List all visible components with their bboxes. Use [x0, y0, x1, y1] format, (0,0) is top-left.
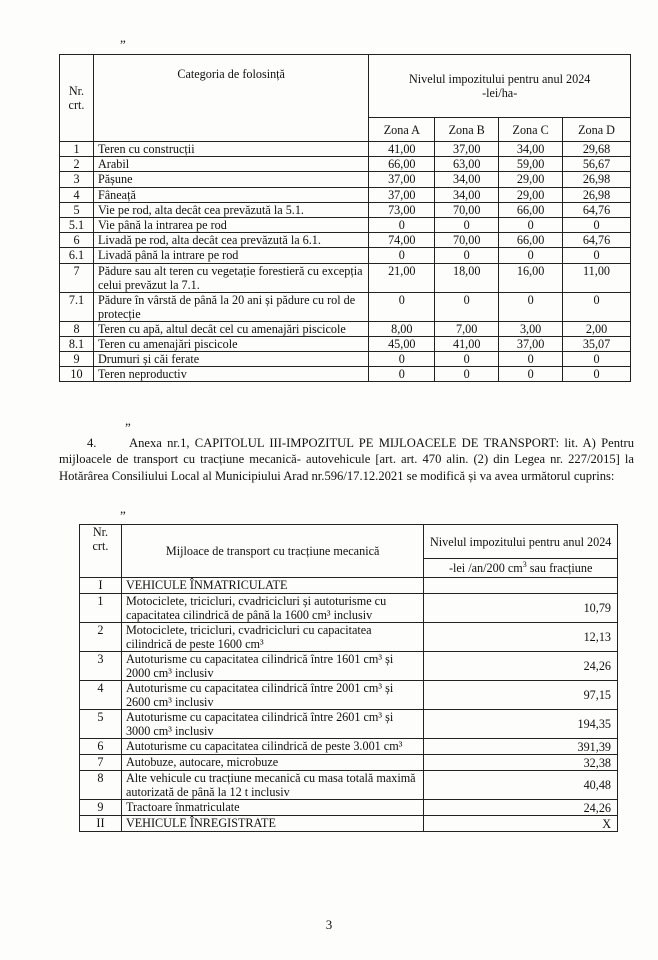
header-unit: [424, 559, 618, 578]
table-row: [80, 755, 618, 771]
row-zone-a: 41,00: [369, 142, 435, 157]
row-zone-d: 64,76: [563, 202, 631, 217]
row-zone-a: 0: [369, 367, 435, 382]
row-nr: II: [80, 816, 122, 832]
vehicle-tax-rows: [80, 578, 618, 832]
row-description: Autoturisme cu capacitatea cilindrică de peste 3.001 cm³: [121, 739, 423, 755]
row-zone-a: 21,00: [369, 263, 435, 292]
row-value: 10,79: [424, 594, 618, 623]
row-zone-d: 0: [563, 217, 631, 232]
table-row: [60, 157, 631, 172]
row-zone-d: 26,98: [563, 172, 631, 187]
row-zone-d: 29,68: [563, 142, 631, 157]
header-unit-sup: 3: [522, 559, 527, 569]
row-zone-d: 35,07: [563, 336, 631, 351]
header-level-unit: -lei/ha-: [482, 86, 518, 101]
row-value: [424, 578, 618, 594]
header-level-title: Nivelul impozitului pentru anul 2024: [408, 72, 591, 87]
row-zone-a: 66,00: [369, 157, 435, 172]
row-value: 24,26: [424, 800, 618, 816]
row-category: Teren cu construcții: [93, 142, 368, 157]
row-value: 32,38: [424, 755, 618, 771]
table-row: [80, 578, 618, 594]
header-nr: Nr. crt.: [60, 55, 94, 142]
row-nr: 5: [60, 202, 94, 217]
row-zone-c: 3,00: [499, 321, 563, 336]
row-category: Arabil: [93, 157, 368, 172]
header-category: Categoria de folosință: [93, 55, 368, 142]
table-row: [60, 142, 631, 157]
row-category: Vie până la intrarea pe rod: [93, 217, 368, 232]
row-nr: 8: [80, 771, 122, 800]
table-row: [60, 187, 631, 202]
row-zone-b: 0: [435, 217, 499, 232]
row-nr: 9: [60, 352, 94, 367]
row-nr: 4: [60, 187, 94, 202]
row-zone-b: 18,00: [435, 263, 499, 292]
row-category: Fâneață: [93, 187, 368, 202]
row-zone-b: 0: [435, 248, 499, 263]
table-row: [80, 800, 618, 816]
row-category: Livadă până la intrare pe rod: [93, 248, 368, 263]
table-row: [60, 233, 631, 248]
table-row: [60, 321, 631, 336]
amendment-paragraph: [59, 435, 634, 484]
table-row: [60, 217, 631, 232]
table-row: [60, 248, 631, 263]
row-value: 12,13: [424, 623, 618, 652]
header-category: Mijloace de transport cu tracțiune mecanică: [121, 525, 423, 578]
row-nr: I: [80, 578, 122, 594]
table-row: [80, 816, 618, 832]
row-nr: 6: [80, 739, 122, 755]
row-zone-d: 0: [563, 352, 631, 367]
row-zone-a: 37,00: [369, 172, 435, 187]
row-category: Pădure în vârstă de până la 20 ani și pădure cu rol de protecție: [93, 292, 368, 321]
row-description: Autobuze, autocare, microbuze: [121, 755, 423, 771]
table-row: [60, 202, 631, 217]
header-unit-prefix: -lei /an/200 cm: [448, 561, 523, 576]
row-nr: 3: [80, 652, 122, 681]
row-zone-c: 0: [499, 367, 563, 382]
row-zone-c: 34,00: [499, 142, 563, 157]
row-zone-b: 34,00: [435, 172, 499, 187]
row-nr: 6: [60, 233, 94, 248]
row-zone-d: 2,00: [563, 321, 631, 336]
row-description: Autoturisme cu capacitatea cilindrică între 2601 cm³ și 3000 cm³ inclusiv: [121, 710, 423, 739]
opening-quote-lower: ”: [120, 508, 126, 523]
row-zone-a: 0: [369, 248, 435, 263]
row-zone-a: 73,00: [369, 202, 435, 217]
row-category: Pădure sau alt teren cu vegetație forestieră cu excepția celui prevăzut la 7.1.: [93, 263, 368, 292]
table-row: [80, 710, 618, 739]
row-category: Teren neproductiv: [93, 367, 368, 382]
header-zone-b: Zona B: [435, 118, 499, 142]
row-nr: 6.1: [60, 248, 94, 263]
row-zone-c: 0: [499, 217, 563, 232]
row-zone-a: 0: [369, 352, 435, 367]
header-unit-suffix: sau fracțiune: [526, 561, 593, 576]
row-description: Alte vehicule cu tracțiune mecanică cu masa totală maximă autorizată de până la 12 t inclusiv: [121, 771, 423, 800]
header-nr: Nr. crt.: [80, 525, 122, 578]
row-zone-d: 11,00: [563, 263, 631, 292]
row-description: VEHICULE ÎNMATRICULATE: [121, 578, 423, 594]
land-tax-table: [59, 54, 631, 382]
row-description: Tractoare înmatriculate: [121, 800, 423, 816]
header-level: [369, 55, 631, 118]
row-nr: 5.1: [60, 217, 94, 232]
table-row: [60, 336, 631, 351]
row-nr: 3: [60, 172, 94, 187]
table-row: [60, 292, 631, 321]
header-zone-c: Zona C: [499, 118, 563, 142]
row-nr: 7.1: [60, 292, 94, 321]
row-zone-c: 37,00: [499, 336, 563, 351]
row-zone-b: 0: [435, 352, 499, 367]
row-nr: 7: [60, 263, 94, 292]
row-zone-d: 0: [563, 367, 631, 382]
row-zone-c: 0: [499, 248, 563, 263]
row-zone-c: 66,00: [499, 202, 563, 217]
row-value: 97,15: [424, 681, 618, 710]
row-zone-a: 45,00: [369, 336, 435, 351]
row-nr: 1: [60, 142, 94, 157]
row-category: Teren cu amenajări piscicole: [93, 336, 368, 351]
row-zone-b: 0: [435, 367, 499, 382]
row-zone-a: 0: [369, 217, 435, 232]
row-nr: 2: [80, 623, 122, 652]
row-zone-d: 26,98: [563, 187, 631, 202]
row-nr: 8: [60, 321, 94, 336]
row-nr: 5: [80, 710, 122, 739]
row-zone-d: 56,67: [563, 157, 631, 172]
row-value: 24,26: [424, 652, 618, 681]
row-category: Teren cu apă, altul decât cel cu amenajări piscicole: [93, 321, 368, 336]
row-zone-b: 63,00: [435, 157, 499, 172]
row-zone-b: 34,00: [435, 187, 499, 202]
table-row: [60, 367, 631, 382]
row-category: Pășune: [93, 172, 368, 187]
row-nr: 2: [60, 157, 94, 172]
table-row: [60, 172, 631, 187]
row-zone-a: 74,00: [369, 233, 435, 248]
row-zone-b: 70,00: [435, 202, 499, 217]
row-value: 194,35: [424, 710, 618, 739]
row-zone-b: 37,00: [435, 142, 499, 157]
row-nr: 9: [80, 800, 122, 816]
row-zone-a: 0: [369, 292, 435, 321]
row-zone-c: 29,00: [499, 172, 563, 187]
row-zone-c: 29,00: [499, 187, 563, 202]
row-zone-b: 41,00: [435, 336, 499, 351]
table-header-row: [60, 55, 631, 118]
row-value: 391,39: [424, 739, 618, 755]
header-level: Nivelul impozitului pentru anul 2024: [424, 525, 618, 559]
row-value: 40,48: [424, 771, 618, 800]
row-zone-b: 0: [435, 292, 499, 321]
row-zone-d: 0: [563, 248, 631, 263]
table-row: [80, 739, 618, 755]
row-zone-d: 64,76: [563, 233, 631, 248]
paragraph-number: 4.: [87, 436, 97, 450]
row-category: Livadă pe rod, alta decât cea prevăzută la 6.1.: [93, 233, 368, 248]
row-description: Autoturisme cu capacitatea cilindrică între 1601 cm³ și 2000 cm³ inclusiv: [121, 652, 423, 681]
row-nr: 8.1: [60, 336, 94, 351]
row-zone-a: 37,00: [369, 187, 435, 202]
row-zone-b: 7,00: [435, 321, 499, 336]
row-nr: 4: [80, 681, 122, 710]
closing-quote-top: ”: [120, 37, 126, 52]
row-description: Motociclete, tricicluri, cvadricicluri cu capacitatea cilindrică de peste 1600 cm³: [121, 623, 423, 652]
header-zone-a: Zona A: [369, 118, 435, 142]
row-zone-a: 8,00: [369, 321, 435, 336]
row-zone-b: 70,00: [435, 233, 499, 248]
row-value: X: [424, 816, 618, 832]
page-number: 3: [325, 917, 333, 932]
row-category: Vie pe rod, alta decât cea prevăzută la 5.1.: [93, 202, 368, 217]
table-row: [80, 623, 618, 652]
row-nr: 7: [80, 755, 122, 771]
row-zone-c: 0: [499, 292, 563, 321]
table-row: [80, 681, 618, 710]
row-zone-c: 16,00: [499, 263, 563, 292]
table-row: [80, 652, 618, 681]
paragraph-text: Anexa nr.1, CAPITOLUL III-IMPOZITUL PE MIJLOACELE DE TRANSPORT: lit. A) Pentru mijloacele de transport cu tracțiune mecanică- autovehicule [art. art. 470 alin. (2) din Legea nr. 227/2015] la Hotărârea Consiliului Local al Municipiului Arad nr.596/17.12.2021 se modifică și va avea următorul cuprins:: [59, 436, 634, 483]
table-row: [80, 594, 618, 623]
row-zone-c: 59,00: [499, 157, 563, 172]
row-description: Autoturisme cu capacitatea cilindrică între 2001 cm³ și 2600 cm³ inclusiv: [121, 681, 423, 710]
row-description: Motociclete, tricicluri, cvadricicluri și autoturisme cu capacitatea cilindrică de până la 1600 cm³ inclusiv: [121, 594, 423, 623]
table-row: [60, 352, 631, 367]
vehicle-tax-table: [79, 524, 618, 832]
row-zone-c: 66,00: [499, 233, 563, 248]
row-nr: 1: [80, 594, 122, 623]
row-zone-c: 0: [499, 352, 563, 367]
header-zone-d: Zona D: [563, 118, 631, 142]
table-row: [80, 771, 618, 800]
row-zone-d: 0: [563, 292, 631, 321]
row-nr: 10: [60, 367, 94, 382]
table-header-row: [80, 525, 618, 559]
closing-quote-mid: ”: [125, 420, 131, 435]
land-tax-rows: [60, 142, 631, 382]
row-description: VEHICULE ÎNREGISTRATE: [121, 816, 423, 832]
row-category: Drumuri și căi ferate: [93, 352, 368, 367]
table-row: [60, 263, 631, 292]
